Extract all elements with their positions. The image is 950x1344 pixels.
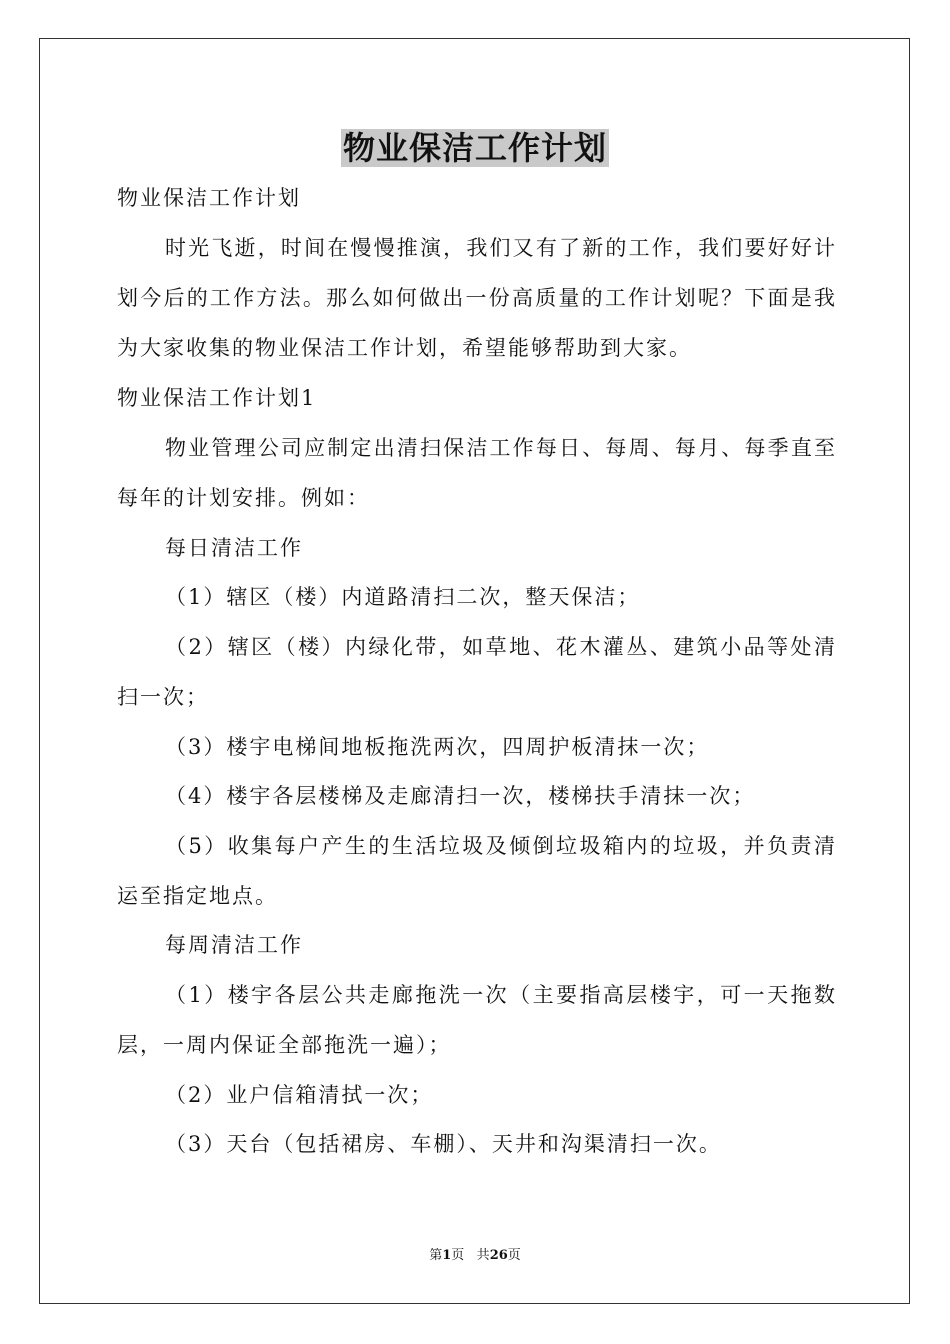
daily-item-5: （5）收集每户产生的生活垃圾及倾倒垃圾箱内的垃圾，并负责清运至指定地点。 <box>117 834 837 908</box>
daily-item-3: （3）楼宇电梯间地板拖洗两次，四周护板清抹一次； <box>165 735 710 759</box>
daily-item-1: （1）辖区（楼）内道路清扫二次，整天保洁； <box>165 585 641 609</box>
intro-paragraph: 时光飞逝，时间在慢慢推演，我们又有了新的工作，我们要好好计划今后的工作方法。那么如何做出一份高质量的工作计划呢？下面是我为大家收集的物业保洁工作计划，希望能够帮助到大家。 <box>117 236 837 360</box>
daily-heading: 每日清洁工作 <box>165 536 303 560</box>
document-subtitle: 物业保洁工作计划 <box>117 186 301 210</box>
footer-page-suffix: 页 <box>451 1248 465 1263</box>
weekly-item-3: （3）天台（包括裙房、车棚）、天井和沟渠清扫一次。 <box>165 1132 722 1156</box>
daily-item-4: （4）楼宇各层楼梯及走廊清扫一次，楼梯扶手清抹一次； <box>165 784 756 808</box>
daily-item-2: （2）辖区（楼）内绿化带，如草地、花木灌丛、建筑小品等处清扫一次； <box>117 635 837 709</box>
weekly-heading: 每周清洁工作 <box>165 933 303 957</box>
section1-intro-paragraph: 物业管理公司应制定出清扫保洁工作每日、每周、每月、每季直至每年的计划安排。例如： <box>117 436 837 510</box>
footer-page-number: 1 <box>442 1248 452 1263</box>
footer-total-suffix: 页 <box>507 1248 521 1263</box>
section1-heading: 物业保洁工作计划1 <box>117 386 317 410</box>
footer-total-prefix: 共 <box>476 1248 490 1263</box>
document-title-text: 物业保洁工作计划 <box>342 129 607 167</box>
document-title <box>0 126 950 170</box>
footer-prefix: 第 <box>429 1248 443 1263</box>
weekly-item-2: （2）业户信箱清拭一次； <box>165 1083 434 1107</box>
weekly-item-1: （1）楼宇各层公共走廊拖洗一次（主要指高层楼宇，可一天拖数层，一周内保证全部拖洗一遍）； <box>117 983 837 1057</box>
footer-total-pages: 26 <box>489 1248 508 1263</box>
page-footer <box>0 1246 950 1266</box>
